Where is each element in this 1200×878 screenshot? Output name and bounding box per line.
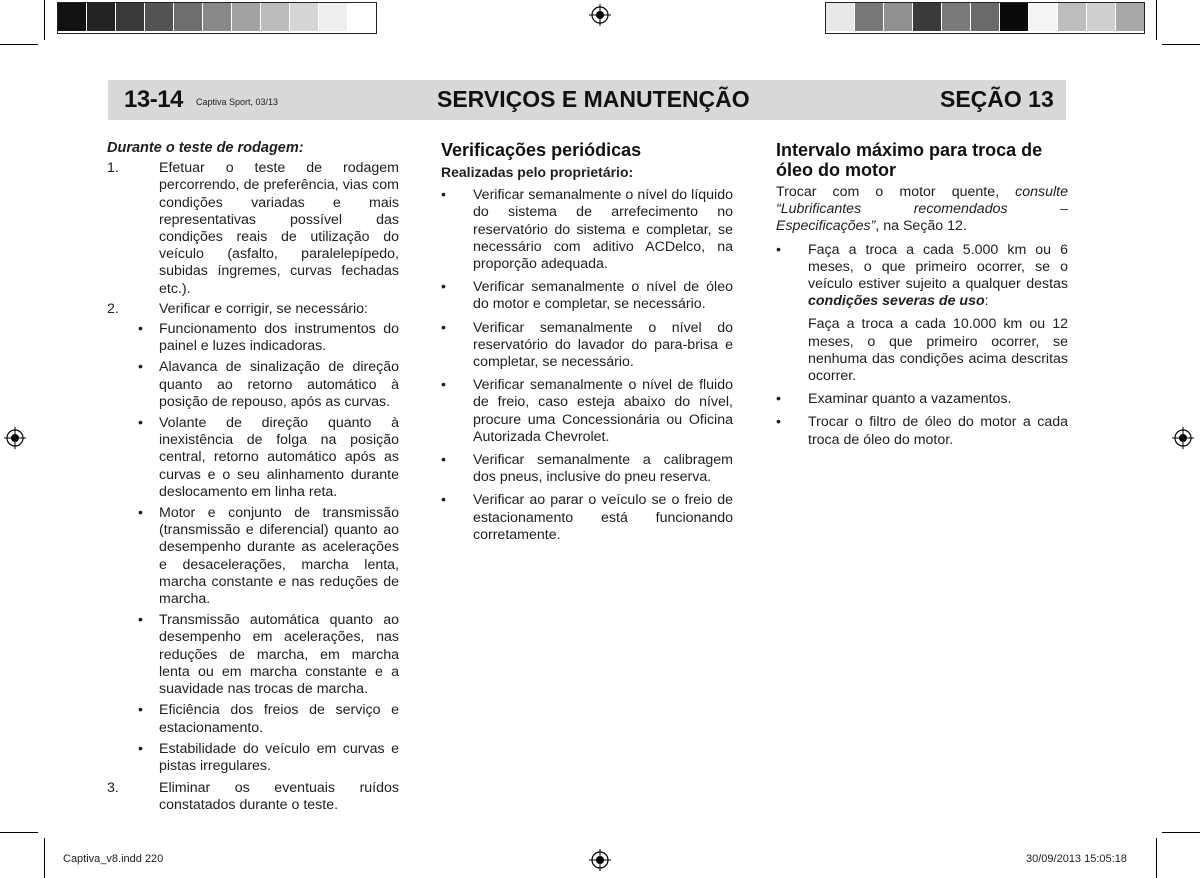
crop-mark (1156, 0, 1157, 40)
color-swatch (971, 3, 1000, 31)
check-list (138, 321, 399, 775)
list-item (441, 187, 733, 273)
bullet-icon: • (138, 415, 143, 432)
item-number: 1. (107, 160, 119, 177)
color-swatch (58, 3, 87, 31)
color-swatch (826, 3, 855, 31)
color-swatch (1116, 3, 1144, 31)
list-item-text: Verificar ao parar o veículo se o freio de estacionamento está funcionando corretamente. (473, 492, 733, 543)
crop-mark (0, 44, 38, 45)
list-item (138, 612, 399, 698)
footer-timestamp: 30/09/2013 15:05:18 (1026, 853, 1127, 865)
bullet-icon: • (138, 702, 143, 719)
oil-change-intro (776, 184, 1068, 236)
numbered-item (107, 160, 399, 298)
list-item (776, 242, 1068, 311)
road-test-subheading: Durante o teste de rodagem: (107, 140, 304, 156)
crop-mark (1162, 44, 1200, 45)
list-item (138, 702, 399, 736)
color-swatch (87, 3, 116, 31)
bullet-icon: • (138, 505, 143, 522)
column-road-test (107, 140, 399, 818)
color-swatch (174, 3, 203, 31)
oil-change-list (776, 242, 1068, 449)
list-item (441, 320, 733, 372)
bullet-icon: • (441, 492, 446, 509)
page-number: 13-14 (124, 86, 183, 113)
section-title: SEÇÃO 13 (940, 86, 1054, 112)
numbered-item (107, 301, 399, 318)
list-item-text: Volante de direção quanto à inexistência de folga na posição central, retorno automático após as curvas e o seu alinhamento durante deslocamento em linha reta. (159, 415, 399, 500)
intro-text-end: , na Seção 12. (875, 218, 967, 235)
registration-mark-icon (4, 427, 26, 449)
color-bar-right (825, 2, 1145, 34)
color-swatch (1087, 3, 1116, 31)
severe-use-text: Faça a troca a cada 5.000 km ou 6 meses, o que primeiro ocorrer, se o veículo estiver sujeito a qualquer destas (808, 241, 1068, 293)
color-swatch (1058, 3, 1087, 31)
list-item (776, 414, 1068, 448)
list-item (138, 505, 399, 608)
column-oil-change (776, 140, 1068, 455)
list-item (138, 359, 399, 411)
owner-checks-subheading: Realizadas pelo proprietário: (441, 164, 634, 180)
list-item (138, 741, 399, 775)
list-item (776, 391, 1068, 408)
bullet-icon: • (776, 241, 781, 258)
bullet-icon: • (138, 740, 143, 757)
bullet-icon: • (441, 452, 446, 469)
chapter-title: SERVIÇOS E MANUTENÇÃO (437, 86, 750, 112)
crop-mark (1156, 838, 1157, 878)
list-item-text: Trocar o filtro de óleo do motor a cada troca de óleo do motor. (808, 414, 1068, 448)
list-item (138, 321, 399, 355)
crop-mark (1162, 832, 1200, 833)
crop-mark (44, 838, 45, 878)
bullet-icon: • (441, 319, 446, 336)
bullet-icon: • (441, 187, 446, 204)
item-number: 3. (107, 780, 119, 797)
color-swatch (203, 3, 232, 31)
bullet-icon: • (138, 359, 143, 376)
crop-mark (0, 832, 38, 833)
color-swatch (232, 3, 261, 31)
bullet-icon: • (138, 321, 143, 338)
color-swatch (116, 3, 145, 31)
color-swatch (855, 3, 884, 31)
oil-change-heading: Intervalo máximo para troca de óleo do motor (776, 140, 1043, 180)
list-item-text: Verificar semanalmente o nível de fluido de freio, caso esteja abaixo do nível, procure uma Concessionária ou Oficina Autorizada Chevrolet. (473, 377, 733, 445)
severe-use-emphasis: condições severas de uso (808, 293, 985, 310)
list-item-text: Transmissão automática quanto ao desempenho em acelerações, nas reduções de marcha, em marcha lenta ou em marcha constante e a suavidade nas trocas de marcha. (159, 612, 399, 698)
list-item (441, 492, 733, 544)
intro-reference: consulte “Lubrificantes recomendados – Especificações” (776, 184, 1068, 235)
intro-text: Trocar com o motor quente, (776, 184, 1016, 200)
crop-mark (44, 0, 45, 40)
bullet-icon: • (441, 279, 446, 296)
list-item-text: Funcionamento dos instrumentos do painel e luzes indicadoras. (159, 321, 399, 355)
severe-use-colon: : (984, 293, 989, 310)
registration-mark-icon (589, 4, 611, 26)
list-item-text: Estabilidade do veículo em curvas e pistas irregulares. (159, 740, 399, 774)
item-text: Efetuar o teste de rodagem percorrendo, de preferência, vias com condições variadas e mais representativas possível das condições reais de utilização do veículo (asfalto, paralelepípedo, subidas íngremes, curvas fechadas etc.). (159, 160, 399, 297)
bullet-icon: • (138, 612, 143, 629)
list-item-text: Motor e conjunto de transmissão (transmissão e diferencial) quanto ao desempenho durante as acelerações e desacelerações, marcha lenta, marcha constante e nas reduções de marcha. (159, 505, 399, 608)
color-swatch (261, 3, 290, 31)
numbered-item (107, 780, 399, 814)
list-item (441, 377, 733, 446)
periodic-checks-list (441, 187, 733, 544)
bullet-icon: • (441, 377, 446, 394)
registration-mark-icon (1172, 427, 1194, 449)
bullet-icon: • (776, 391, 781, 408)
item-text: Verificar e corrigir, se necessário: (159, 300, 368, 317)
registration-mark-icon (589, 849, 611, 871)
normal-use-paragraph: Faça a troca a cada 10.000 km ou 12 meses, o que primeiro ocorrer, se nenhuma das condições acima descritas ocorrer. (808, 316, 1068, 385)
periodic-checks-heading: Verificações periódicas (441, 140, 642, 160)
color-swatch (913, 3, 942, 31)
footer-file: Captiva_v8.indd 220 (63, 853, 164, 865)
list-item-text: Verificar semanalmente o nível de óleo do motor e completar, se necessário. (473, 279, 733, 313)
color-swatch (942, 3, 971, 31)
color-swatch (319, 3, 348, 31)
bullet-icon: • (776, 414, 781, 431)
item-number: 2. (107, 300, 119, 317)
color-swatch (1029, 3, 1058, 31)
color-swatch (1000, 3, 1029, 31)
list-item-text: Examinar quanto a vazamentos. (808, 391, 1012, 408)
item-text: Eliminar os eventuais ruídos constatados durante o teste. (159, 780, 399, 814)
color-swatch (290, 3, 319, 31)
list-item (138, 415, 399, 501)
list-item (441, 279, 733, 313)
color-swatch (145, 3, 174, 31)
list-item-text: Verificar semanalmente a calibragem dos pneus, inclusive do pneu reserva. (473, 452, 733, 486)
color-swatch (884, 3, 913, 31)
list-item-text: Eficiência dos freios de serviço e estacionamento. (159, 702, 399, 736)
color-swatch (348, 3, 376, 31)
color-bar-left (57, 2, 377, 34)
column-periodic-checks (441, 140, 733, 550)
list-item-text (808, 242, 1068, 311)
list-item-text: Alavanca de sinalização de direção quanto ao retorno automático à posição de repouso, após as curvas. (159, 359, 399, 410)
list-item (441, 452, 733, 486)
list-item-text: Verificar semanalmente o nível do líquido do sistema de arrefecimento no reservatório do sistema e completar, se necessário com aditivo ACDelco, na proporção adequada. (473, 187, 733, 273)
list-item-text: Verificar semanalmente o nível do reservatório do lavador do para-brisa e completar, se necessário. (473, 319, 733, 371)
document-reference: Captiva Sport, 03/13 (196, 97, 279, 107)
